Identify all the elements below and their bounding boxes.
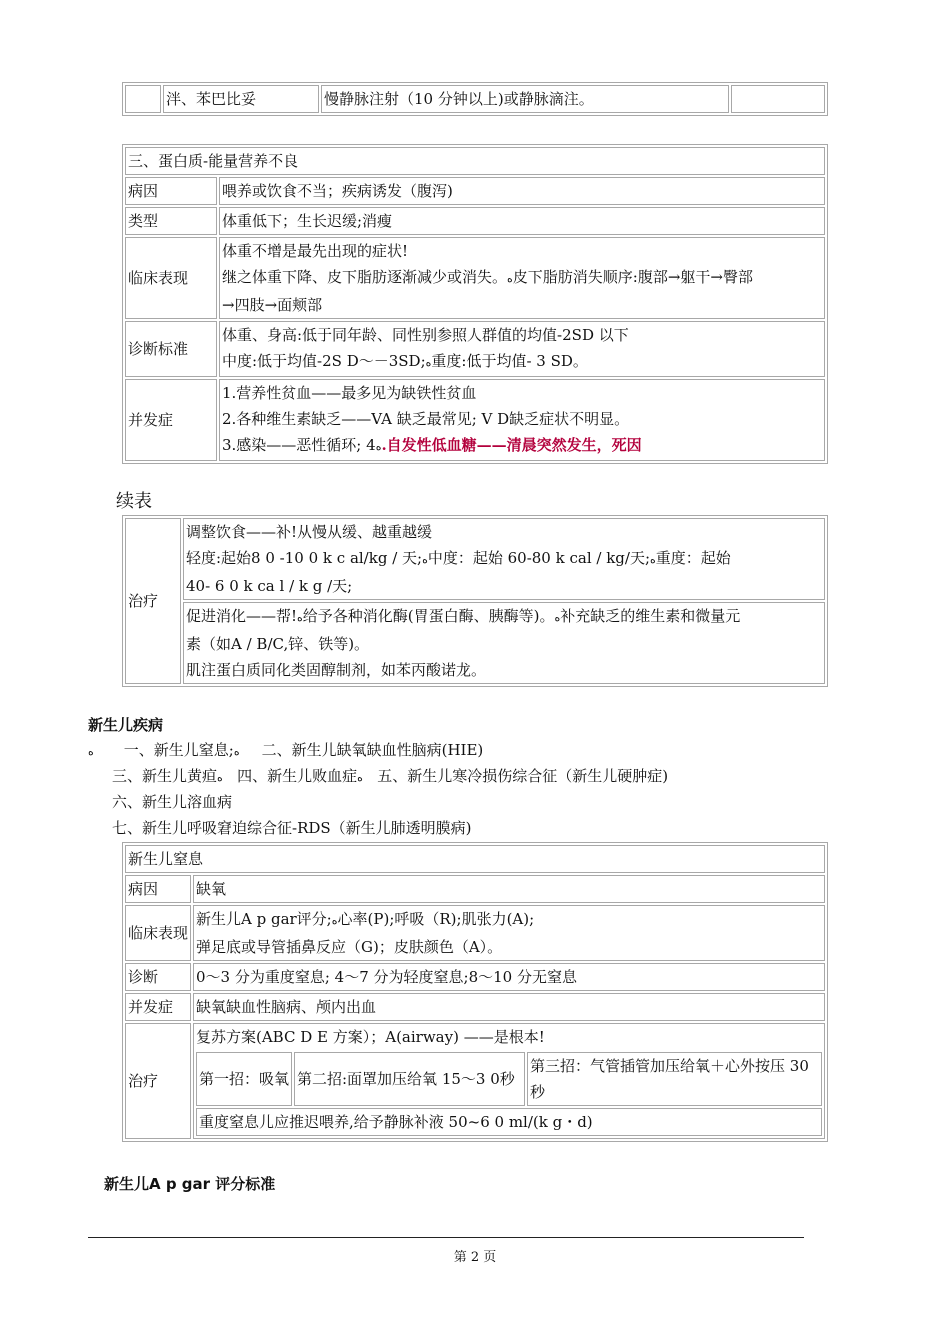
bullet-mark: ﻩ [217,771,223,784]
bullet-mark: ﻩ [554,611,561,624]
treat-line-2 [186,545,822,573]
complication-line-3 [222,432,822,460]
item-cold-injury: 五、新生儿寒冷损伤综合征（新生儿硬肿症) [377,767,669,785]
newborn-list-line-2 [112,763,668,791]
treatment-table [122,515,828,687]
newborn-heading: 新生儿疾病 [88,716,164,734]
treat-digest: 促进消化——帮! [186,607,298,625]
asphyxia-value-complication: 缺氧缺血性脑病、颅内出血 [193,993,825,1021]
pem-label-clinical: 临床表现 [125,237,217,319]
footer-rule [88,1237,804,1238]
treatment-intro: 复苏方案(ABC D E 方案）；A(airway) ——是根本! [196,1028,545,1046]
bullet-mark: ﻩ [331,914,338,927]
apgar-items: 心率(P);呼吸（R);肌张力(A); [337,910,535,928]
hypoglycemia-warning: .自发性低血糖——清晨突然发生，死因 [381,436,642,454]
complication-text-a: 3.感染——恶性循环; 4 [222,436,376,454]
treat-digest-cell [183,602,825,684]
asphyxia-label-complication: 并发症 [125,993,191,1021]
top-table [122,82,828,116]
clinical-text-a: 继之体重下降、皮下脂肪逐渐减少或消失。 [222,268,508,286]
spacer-cell [125,85,161,113]
item-jaundice: 三、新生儿黄疸 [112,767,218,785]
treat-vitamins: 补充缺乏的维生素和微量元 [560,607,741,625]
asphyxia-value-diagnosis: 0～3 分为重度窒息; 4～7 分为轻度窒息;8～10 分无窒息 [193,963,825,991]
step-2: 第二招:面罩加压给氧 15～3 0秒 [294,1052,525,1106]
treat-line-4 [186,603,822,631]
treatment-note: 重度窒息儿应推迟喂养,给予静脉补液 50~6 0 ml/(k g・d) [196,1108,822,1136]
diagnosis-line-2 [222,348,822,376]
pem-value-clinical [219,237,825,319]
pem-label-type: 类型 [125,207,217,235]
treatment-steps-table [194,1050,824,1138]
pem-label-cause: 病因 [125,177,217,205]
empty-cell [731,85,825,113]
newborn-list-line-4: 七、新生儿呼吸窘迫综合征-RDS（新生儿肺透明膜病) [112,819,472,837]
diagnosis-line-1: 体重、身高:低于同年龄、同性别参照人群值的均值-2SD 以下 [222,326,629,344]
usage-cell: 慢静脉注射（10 分钟以上)或静脉滴注。 [321,85,729,113]
continued-label: 续表 [116,491,152,512]
pem-value-complication [219,379,825,461]
clinical-line-1: 体重不增是最先出现的症状! [222,242,409,260]
diagnosis-text-a: 中度:低于均值-2S D～－3SD; [222,352,426,370]
pem-label-diagnosis: 诊断标准 [125,321,217,377]
step-1: 第一招：吸氧 [196,1052,292,1106]
treat-line-5: 素（如A / B/C,锌、铁等)。 [186,635,370,653]
bullet-mark: ﻩ [297,611,303,624]
asphyxia-label-cause: 病因 [125,875,191,903]
bullet-mark: ﻩ [650,553,656,566]
drug-cell: 泮、苯巴比妥 [163,85,319,113]
pem-value-type: 体重低下；生长迟缓;消瘦 [219,207,825,235]
pem-value-cause: 喂养或饮食不当；疾病诱发（腹泻) [219,177,825,205]
newborn-list-line-3: 六、新生儿溶血病 [112,793,233,811]
pem-title: 三、蛋白质-能量营养不良 [125,147,825,175]
treat-moderate: 中度：起始 60-80 k cal / kg/天; [427,549,651,567]
complication-line-2: 2.各种维生素缺乏——VA 缺乏最常见; V D缺乏症状不明显。 [222,410,630,428]
item-asphyxia: 一、新生儿窒息; [123,741,234,759]
asphyxia-table [122,842,828,1142]
newborn-list-line-1 [88,737,483,765]
bullet-mark: ﻩ [507,272,513,285]
bullet-mark: ﻩ [425,356,432,369]
treat-line-3: 40- 6 0 k ca l / k g /天; [186,577,353,595]
treat-line-1: 调整饮食——补!从慢从缓、越重越缓 [186,523,433,541]
clinical-line-3: →四肢→面颊部 [222,296,323,314]
pem-label-complication: 并发症 [125,379,217,461]
treat-severe: 重度：起始 [655,549,731,567]
apgar-heading: 新生儿A p gar 评分标准 [104,1175,276,1193]
step-3: 第三招：气管插管加压给氧＋心外按压 30 秒 [527,1052,822,1106]
pem-value-diagnosis [219,321,825,377]
clinical-line-2 [222,264,822,292]
asphyxia-title: 新生儿窒息 [125,845,825,873]
item-sepsis: 四、新生儿败血症 [237,767,358,785]
asphyxia-label-diagnosis: 诊断 [125,963,191,991]
bullet-mark: ﻩ [375,440,382,453]
apgar-text: 新生儿A p gar评分; [196,910,332,928]
asphyxia-value-treatment [193,1023,825,1139]
asphyxia-value-clinical [193,905,825,961]
bullet-mark: ﻩ [88,745,94,758]
asphyxia-label-treatment: 治疗 [125,1023,191,1139]
treat-diet-cell [183,518,825,600]
treat-line-6: 肌注蛋白质同化类固醇制剂，如苯丙酸诺龙。 [186,661,487,679]
item-hie: 二、新生儿缺氧缺血性脑病(HIE) [261,741,484,759]
bullet-mark: ﻩ [233,745,240,758]
asphyxia-value-cause: 缺氧 [193,875,825,903]
bullet-mark: ﻩ [357,771,363,784]
complication-line-1: 1.营养性贫血——最多见为缺铁性贫血 [222,384,477,402]
apgar-line-1 [196,906,822,934]
diagnosis-text-b: 重度:低于均值- 3 SD。 [431,352,588,370]
asphyxia-label-clinical: 临床表现 [125,905,191,961]
clinical-text-b: 皮下脂肪消失顺序:腹部→躯干→臀部 [512,268,753,286]
pem-table [122,144,828,464]
treat-label: 治疗 [125,518,181,684]
treat-mild: 轻度:起始8 0 -10 0 k c al/kg / 天; [186,549,423,567]
treat-enzymes: 给予各种消化酶(胃蛋白酶、胰酶等)。 [302,607,555,625]
page-number: 第 2 页 [453,1250,497,1265]
apgar-line-2: 弹足底或导管插鼻反应（G)；皮肤颜色（A）。 [196,938,503,956]
bullet-mark: ﻩ [422,553,428,566]
